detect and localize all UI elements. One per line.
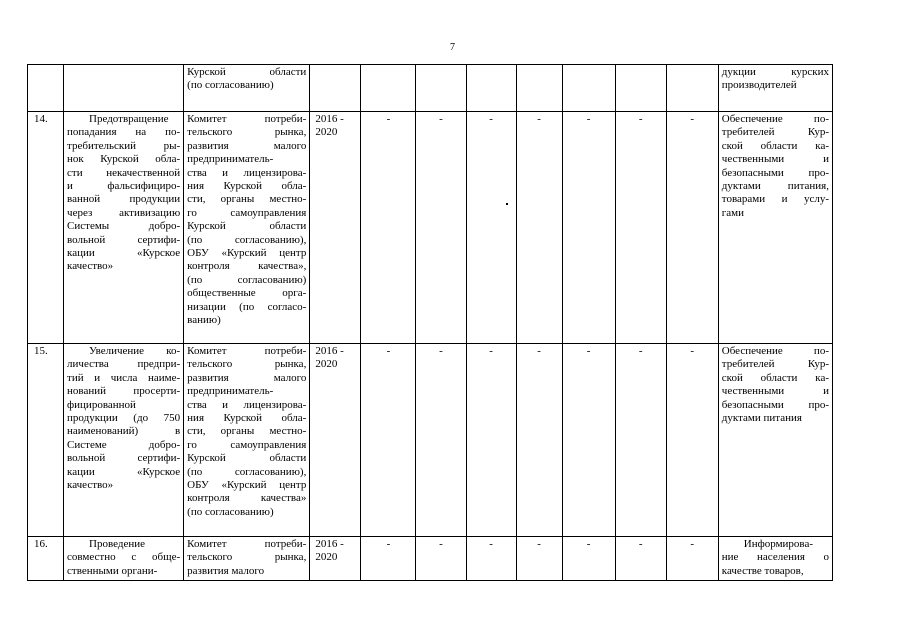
- funding-cell: -: [516, 537, 562, 581]
- period: [310, 65, 361, 112]
- text-line: 2016 -: [315, 345, 344, 357]
- expected-result: [718, 112, 832, 344]
- text-line: 2020: [315, 358, 338, 371]
- text-line: безопасными про-: [721, 166, 829, 179]
- period: [310, 112, 361, 344]
- measure-name: [64, 112, 184, 344]
- text-line: 2016 -: [315, 538, 344, 550]
- text-line: Курской области: [187, 452, 307, 465]
- table-row: [28, 537, 833, 581]
- text-line: и фальсифициро-: [67, 180, 181, 193]
- executor: [184, 65, 310, 112]
- row-number: 16.: [28, 537, 64, 581]
- text-line: сти некачественной: [67, 166, 181, 179]
- text-line: вольной сертифи-: [67, 233, 181, 246]
- text-line: Обеспечение по-: [721, 113, 829, 125]
- text-line: Курской области: [187, 66, 307, 78]
- text-line: ства и лицензирова-: [187, 398, 307, 411]
- period: [310, 537, 361, 581]
- text-line: наименований) в: [67, 425, 181, 438]
- funding-cell: -: [562, 112, 615, 344]
- text-line: дуктами питания,: [721, 180, 829, 193]
- funding-cell: [562, 65, 615, 112]
- text-line: сти, органы местно-: [187, 193, 307, 206]
- text-line: 2016 -: [315, 113, 344, 125]
- measures-table: [27, 64, 833, 581]
- executor: [184, 344, 310, 537]
- table-row: [28, 65, 833, 112]
- text-line: через активизацию: [67, 206, 181, 219]
- measure-name: [64, 344, 184, 537]
- text-line: Системе добро-: [67, 438, 181, 451]
- text-line: требительский ры-: [67, 139, 181, 152]
- text-line: Курской области: [187, 220, 307, 233]
- funding-cell: [466, 65, 516, 112]
- text-line: сти, органы местно-: [187, 425, 307, 438]
- funding-cell: -: [562, 344, 615, 537]
- text-line: Комитет потреби-: [187, 538, 307, 550]
- expected-result: [718, 537, 832, 581]
- text-line: безопасными про-: [721, 398, 829, 411]
- funding-cell: -: [666, 112, 718, 344]
- funding-cell: -: [361, 344, 416, 537]
- text-line: тельского рынка,: [187, 126, 307, 139]
- funding-cell: -: [361, 112, 416, 344]
- text-line: ской области ка-: [721, 139, 829, 152]
- text-line: предприниматель-: [187, 385, 274, 398]
- funding-cell: [516, 65, 562, 112]
- text-line: развития малого: [187, 139, 307, 152]
- funding-cell: -: [666, 344, 718, 537]
- page-number: 7: [450, 42, 455, 53]
- text-line: требителей Кур-: [721, 358, 829, 371]
- text-line: качество»: [67, 260, 114, 273]
- text-line: вольной сертифи-: [67, 452, 181, 465]
- text-line: товарами и услу-: [721, 193, 829, 206]
- table-row: [28, 344, 833, 537]
- text-line: качество»: [67, 479, 114, 492]
- funding-cell: -: [615, 112, 666, 344]
- text-line: фицированной: [67, 398, 136, 411]
- text-line: ние населения о: [721, 551, 829, 564]
- text-line: го самоуправления: [187, 206, 307, 219]
- funding-cell: -: [416, 344, 466, 537]
- text-line: Комитет потреби-: [187, 345, 307, 357]
- text-line: нований просерти-: [67, 385, 181, 398]
- funding-cell: -: [615, 344, 666, 537]
- text-line: (по согласованию): [187, 273, 307, 286]
- text-line: продукции (до 750: [67, 412, 181, 425]
- funding-cell: -: [361, 537, 416, 581]
- funding-cell: -: [516, 344, 562, 537]
- scan-dot: [506, 203, 508, 205]
- funding-cell: -: [615, 537, 666, 581]
- funding-cell: -: [666, 537, 718, 581]
- text-line: 2020: [315, 551, 338, 564]
- text-line: нок Курской обла-: [67, 153, 181, 166]
- text-line: контроля качества»,: [187, 260, 307, 273]
- text-line: Комитет потреби-: [187, 113, 307, 125]
- text-line: (по согласованию): [187, 505, 274, 518]
- text-line: развития малого: [187, 371, 307, 384]
- funding-cell: -: [416, 112, 466, 344]
- text-line: кации «Курское: [67, 465, 181, 478]
- text-line: ОБУ «Курский центр: [187, 247, 307, 260]
- text-line: дукции курских: [721, 66, 829, 78]
- text-line: производителей: [721, 79, 797, 92]
- funding-cell: [666, 65, 718, 112]
- funding-cell: -: [466, 344, 516, 537]
- text-line: общественные орга-: [187, 287, 307, 300]
- text-line: тельского рынка,: [187, 551, 307, 564]
- executor: [184, 112, 310, 344]
- text-line: Увеличение ко-: [89, 345, 181, 357]
- period: [310, 344, 361, 537]
- text-line: ОБУ «Курский центр: [187, 479, 307, 492]
- funding-cell: [361, 65, 416, 112]
- text-line: тельского рынка,: [187, 358, 307, 371]
- text-line: ния Курской обла-: [187, 412, 307, 425]
- text-line: гами: [721, 206, 745, 219]
- funding-cell: -: [516, 112, 562, 344]
- text-line: личества предпри-: [67, 358, 181, 371]
- text-line: Обеспечение по-: [721, 345, 829, 357]
- text-line: требителей Кур-: [721, 126, 829, 139]
- measure-name: [64, 65, 184, 112]
- text-line: низации (по согласо-: [187, 300, 307, 313]
- text-line: совместно с обще-: [67, 551, 181, 564]
- text-line: ской области ка-: [721, 371, 829, 384]
- text-line: ванной продукции: [67, 193, 181, 206]
- executor: [184, 537, 310, 581]
- text-line: развития малого: [187, 564, 265, 577]
- funding-cell: -: [562, 537, 615, 581]
- text-line: чественными и: [721, 385, 829, 398]
- text-line: Предотвращение: [89, 113, 169, 125]
- text-line: чественными и: [721, 153, 829, 166]
- text-line: (по согласованию): [187, 79, 274, 92]
- funding-cell: [416, 65, 466, 112]
- text-line: дуктами питания: [721, 412, 802, 425]
- text-line: кации «Курское: [67, 247, 181, 260]
- table-row: [28, 112, 833, 344]
- expected-result: [718, 65, 832, 112]
- text-line: (по согласованию),: [187, 465, 307, 478]
- text-line: (по согласованию),: [187, 233, 307, 246]
- text-line: ванию): [187, 314, 221, 327]
- funding-cell: -: [466, 112, 516, 344]
- funding-cell: -: [416, 537, 466, 581]
- text-line: качестве товаров,: [721, 564, 804, 577]
- text-line: Системы добро-: [67, 220, 181, 233]
- text-line: ственными органи-: [67, 564, 158, 577]
- text-line: Информирова-: [743, 538, 814, 550]
- row-number: [28, 65, 64, 112]
- text-line: ства и лицензирова-: [187, 166, 307, 179]
- expected-result: [718, 344, 832, 537]
- funding-cell: -: [466, 537, 516, 581]
- funding-cell: [615, 65, 666, 112]
- text-line: ния Курской обла-: [187, 180, 307, 193]
- text-line: контроля качества»: [187, 492, 307, 505]
- text-line: го самоуправления: [187, 438, 307, 451]
- measure-name: [64, 537, 184, 581]
- text-line: Проведение: [89, 538, 145, 550]
- row-number: 14.: [28, 112, 64, 344]
- text-line: тий и числа наиме-: [67, 371, 181, 384]
- row-number: 15.: [28, 344, 64, 537]
- text-line: предприниматель-: [187, 153, 274, 166]
- text-line: попадания на по-: [67, 126, 181, 139]
- text-line: 2020: [315, 126, 338, 139]
